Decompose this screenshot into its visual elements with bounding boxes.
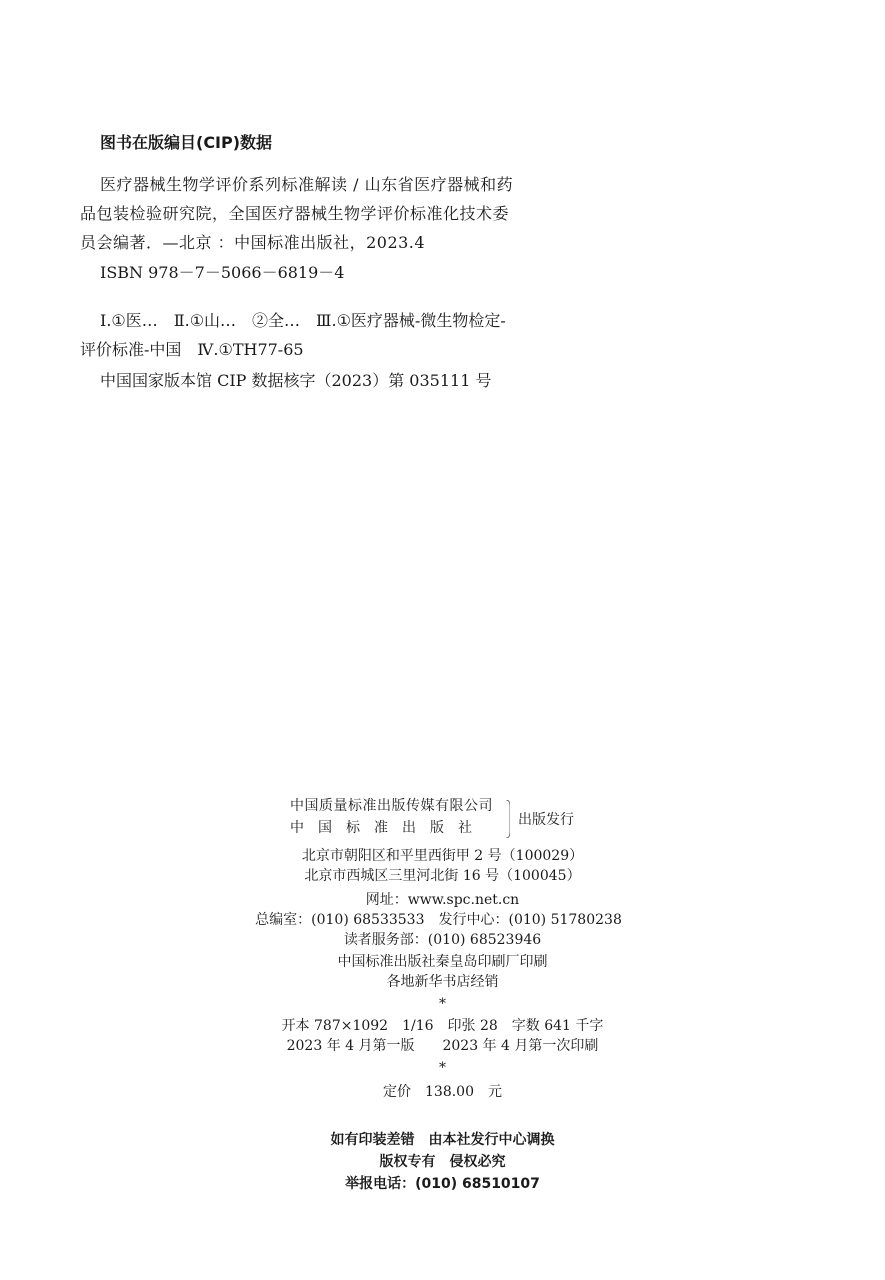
isbn: ISBN 978－7－5066－6819－4 (100, 263, 345, 282)
distributor: 各地新华书店经销 (386, 974, 499, 990)
separator-star-2: * (439, 1060, 446, 1076)
publisher-action: 出版发行 (518, 812, 574, 828)
publisher-name-1: 中国质量标准出版传媒有限公司 (290, 798, 493, 814)
phone-numbers: 总编室：(010) 68533533 发行中心：(010) 51780238 (255, 912, 622, 928)
address-1: 北京市朝阳区和平里西街甲 2 号（100029） (301, 848, 584, 864)
publisher-bracket (506, 800, 510, 838)
report-hotline: 举报电话：(010) 68510107 (345, 1176, 540, 1192)
copyright-notice: 版权专有 侵权必究 (379, 1154, 506, 1170)
cip-title: 图书在版编目(CIP)数据 (100, 133, 273, 152)
cip-verification-number: 中国国家版本馆 CIP 数据核字（2023）第 035111 号 (100, 371, 492, 390)
publisher-name-2: 中国标准出版社 (290, 820, 486, 836)
edition-info: 2023 年 4 月第一版 2023 年 4 月第一次印刷 (286, 1038, 599, 1054)
format-info: 开本 787×1092 1/16 印张 28 字数 641 千字 (281, 1018, 604, 1034)
address-2: 北京市西城区三里河北街 16 号（100045） (304, 868, 581, 884)
defect-notice: 如有印装差错 由本社发行中心调换 (330, 1132, 555, 1148)
cip-description: 医疗器械生物学评价系列标准解读 / 山东省医疗器械和药品包装检验研究院，全国医疗器械生物学评价标准化技术委员会编著．—北京 ：中国标准出版社，2023.4 (80, 175, 514, 252)
classification: Ⅰ.①医… Ⅱ.①山… ②全… Ⅲ.①医疗器械-微生物检定-评价标准-中国 Ⅳ.①TH77-65 (80, 311, 506, 359)
reader-service: 读者服务部：(010) 68523946 (343, 932, 542, 948)
separator-star-1: * (439, 996, 446, 1012)
printer: 中国标准出版社秦皇岛印刷厂印刷 (337, 954, 548, 970)
price: 定价 138.00 元 (383, 1084, 502, 1100)
website: 网址：www.spc.net.cn (365, 892, 520, 908)
